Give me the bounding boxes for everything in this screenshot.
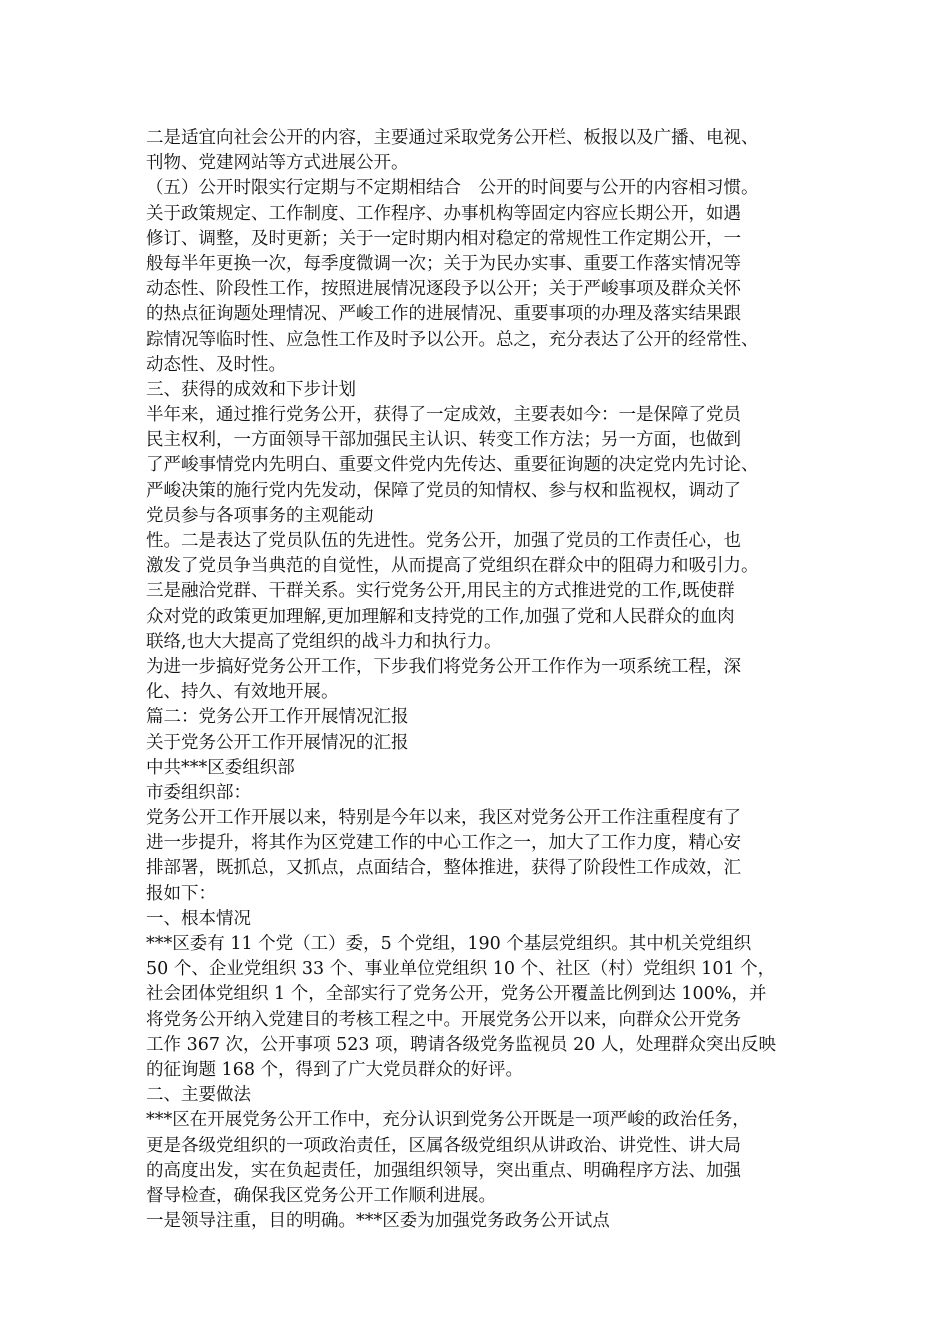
text-line: 了严峻事情党内先明白、重要文件党内先传达、重要征询题的决定党内先讨论、: [146, 455, 759, 476]
text-line: 进一步提升，将其作为区党建工作的中心工作之一，加大了工作力度，精心安: [146, 833, 741, 854]
text-line: 严峻决策的施行党内先发动，保障了党员的知情权、参与权和监视权，调动了: [146, 480, 741, 501]
text-line: 社会团体党组织 1 个，全部实行了党务公开，党务公开覆盖比例到达 100%，并: [146, 984, 767, 1005]
text-line: 三、获得的成效和下步计划: [146, 379, 356, 400]
text-line: 报如下：: [146, 883, 216, 904]
text-line: 联络,也大大提高了党组织的战斗力和执行力。: [146, 631, 502, 652]
text-line: 一、根本情况: [146, 908, 251, 929]
text-line: 工作 367 次，公开事项 523 项，聘请各级党务监视员 20 人，处理群众突出反映: [146, 1034, 776, 1055]
text-line: 党员参与各项事务的主观能动: [146, 505, 374, 526]
text-line: 的高度出发，实在负起责任，加强组织领导，突出重点、明确程序方法、加强: [146, 1160, 741, 1181]
text-line: 般每半年更换一次，每季度微调一次；关于为民办实事、重要工作落实情况等: [146, 253, 741, 274]
text-line: 督导检查，确保我区党务公开工作顺利进展。: [146, 1185, 496, 1206]
text-line: 激发了党员争当典范的自觉性，从而提高了党组织在群众中的阻碍力和吸引力。: [146, 556, 759, 577]
text-line: ***区委有 11 个党（工）委，5 个党组，190 个基层党组织。其中机关党组织: [146, 934, 752, 954]
text-line: 排部署，既抓总，又抓点，点面结合，整体推进，获得了阶段性工作成效，汇: [146, 858, 741, 879]
text-line: 性。二是表达了党员队伍的先进性。党务公开，加强了党员的工作责任心，也: [146, 531, 741, 551]
text-line: 化、持久、有效地开展。: [146, 682, 339, 703]
text-line: 的热点征询题处理情况、严峻工作的进展情况、重要事项的办理及落实结果跟: [146, 304, 741, 325]
text-line: （五）公开时限实行定期与不定期相结合 公开的时间要与公开的内容相习惯。: [146, 178, 759, 199]
text-line: 党务公开工作开展以来，特别是今年以来，我区对党务公开工作注重程度有了: [146, 808, 741, 829]
text-line: 关于党务公开工作开展情况的汇报: [146, 732, 409, 753]
text-line: ***区在开展党务公开工作中，充分认识到党务公开既是一项严峻的政治任务，: [146, 1110, 750, 1131]
text-line: 修订、调整，及时更新；关于一定时期内相对稳定的常规性工作定期公开，一: [146, 228, 741, 249]
text-line: 半年来，通过推行党务公开，获得了一定成效，主要表如今：一是保障了党员: [146, 405, 741, 426]
text-line: 民主权利，一方面领导干部加强民主认识、转变工作方法；另一方面，也做到: [146, 430, 741, 451]
text-line: 中共***区委组织部: [146, 757, 295, 778]
text-line: 动态性、及时性。: [146, 354, 286, 375]
text-line: 为进一步搞好党务公开工作，下步我们将党务公开工作作为一项系统工程，深: [146, 656, 741, 677]
text-line: 50 个、企业党组织 33 个、事业单位党组织 10 个、社区（村）党组织 101 个，: [146, 959, 776, 980]
text-line: 将党务公开纳入党建目的考核工程之中。开展党务公开以来，向群众公开党务: [146, 1009, 741, 1030]
text-line: 二、主要做法: [146, 1085, 251, 1106]
text-line: 三是融洽党群、干群关系。实行党务公开,用民主的方式推进党的工作,既使群: [146, 581, 735, 602]
text-line: 众对党的政策更加理解,更加理解和支持党的工作,加强了党和人民群众的血肉: [146, 606, 735, 627]
document-page: [146, 126, 818, 1234]
text-line: 一是领导注重，目的明确。***区委为加强党务政务公开试点: [146, 1211, 610, 1232]
text-line: 更是各级党组织的一项政治责任，区属各级党组织从讲政治、讲党性、讲大局: [146, 1135, 741, 1156]
text-line: 市委组织部：: [146, 782, 251, 803]
text-line: 关于政策规定、工作制度、工作程序、办事机构等固定内容应长期公开，如遇: [146, 203, 741, 224]
text-line: 踪情况等临时性、应急性工作及时予以公开。总之，充分表达了公开的经常性、: [146, 329, 759, 350]
text-line: 篇二：党务公开工作开展情况汇报: [146, 707, 409, 728]
text-line: 刊物、党建网站等方式进展公开。: [146, 153, 409, 174]
text-line: 动态性、阶段性工作，按照进展情况逐段予以公开；关于严峻事项及群众关怀: [146, 279, 741, 300]
text-line: 二是适宜向社会公开的内容，主要通过采取党务公开栏、板报以及广播、电视、: [146, 128, 759, 148]
text-line: 的征询题 168 个，得到了广大党员群众的好评。: [146, 1059, 524, 1080]
